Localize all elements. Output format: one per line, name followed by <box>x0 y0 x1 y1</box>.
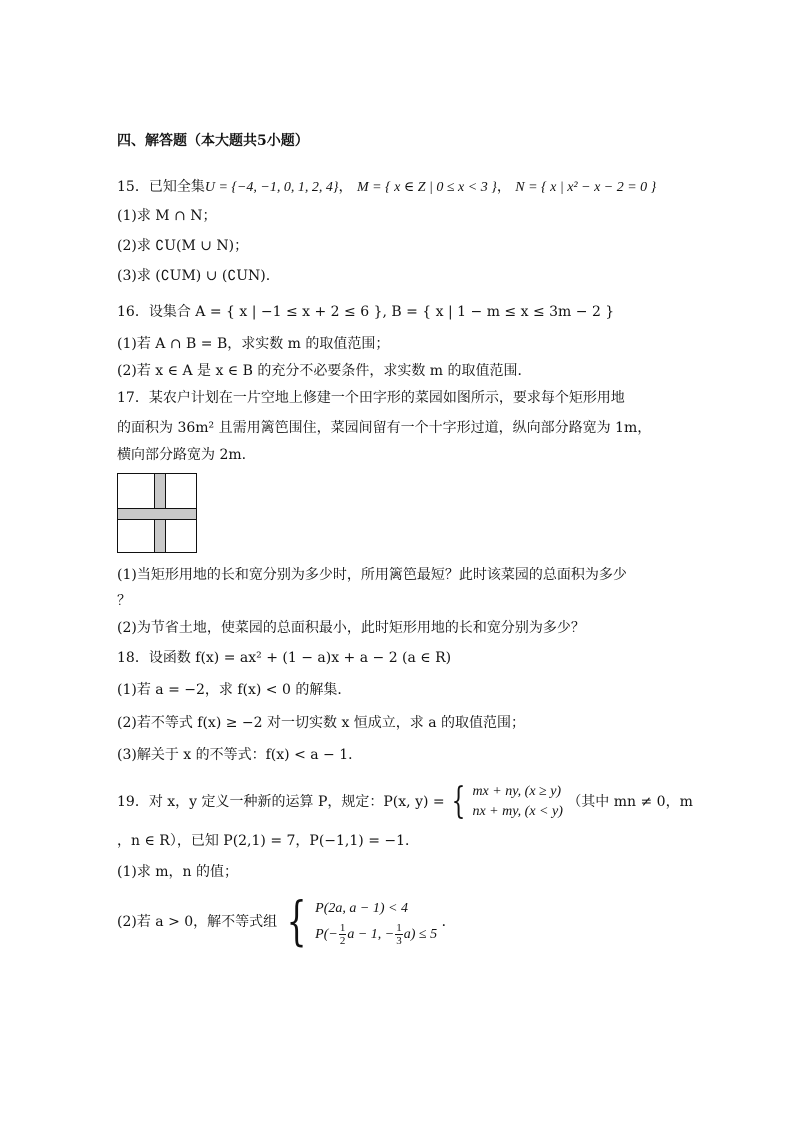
frac-num: 1 <box>396 922 402 935</box>
q17-line2: 的面积为 36m² 且需用篱笆围住，菜园间留有一个十字形过道，纵向部分路宽为 1m， <box>117 420 652 436</box>
end-mark: ． <box>441 914 456 930</box>
q15-stem-prefix: 15．已知全集 <box>117 179 205 195</box>
q19-stem <box>117 780 693 824</box>
separator: ， <box>496 179 511 195</box>
ineq2-mid: a − 1, − <box>347 927 395 942</box>
frac-den: 3 <box>396 935 402 948</box>
frac-den: 2 <box>339 935 346 948</box>
q15-stem <box>117 177 656 198</box>
q19-line2: ，n ∈ R），已知 P(2,1) = 7，P(−1,1) = −1． <box>117 833 420 849</box>
inequality-2 <box>315 922 437 948</box>
q19-part2 <box>117 894 456 950</box>
case-2: nx + my, (x < y) <box>472 804 563 819</box>
inequality-1: P(2a, a − 1) < 4 <box>315 901 408 916</box>
ineq2-pre: P(− <box>315 927 338 942</box>
garden-figure <box>117 473 197 553</box>
q15-part1: (1)求 M ∩ N； <box>117 208 217 224</box>
frac-num: 1 <box>339 922 346 935</box>
section-title: 四、解答题（本大题共5小题） <box>117 133 309 149</box>
q16-part1: (1)若 A ∩ B = B，求实数 m 的取值范围； <box>117 336 390 352</box>
path-crossing <box>155 509 165 519</box>
set-u: U = {−4, −1, 0, 1, 2, 4} <box>204 180 339 195</box>
case-1: mx + ny, (x ≥ y) <box>472 784 562 799</box>
set-n: N = { x | x² − x − 2 = 0 } <box>515 180 657 195</box>
q17-line1: 17．某农户计划在一片空地上修建一个田字形的菜园如图所示，要求每个矩形用地 <box>117 390 625 406</box>
inequality-system <box>315 896 437 948</box>
ineq2-post: a) ≤ 5 <box>403 927 438 942</box>
piecewise-cases <box>472 782 562 822</box>
set-m: M = { x ∈ Z | 0 ≤ x < 3 } <box>356 180 497 195</box>
q16-part2: (2)若 x ∈ A 是 x ∈ B 的充分不必要条件，求实数 m 的取值范围． <box>117 363 532 379</box>
q15-part3: (3)求 (∁UM) ∪ (∁UN). <box>117 268 271 284</box>
q18-part3: (3)解关于 x 的不等式：f(x) < a − 1． <box>117 747 363 763</box>
separator: ， <box>338 179 353 195</box>
q17-part1-cont: ？ <box>117 593 131 609</box>
q17-line3: 横向部分路宽为 2m. <box>117 447 247 463</box>
left-brace: { <box>286 892 307 952</box>
q18-part1: (1)若 a = −2，求 f(x) < 0 的解集． <box>117 682 352 698</box>
q19-part1: (1)求 m，n 的值； <box>117 864 239 880</box>
q15-part2: (2)求 ∁U(M ∪ N)； <box>117 238 249 254</box>
q19-stem-b: （其中 mn ≠ 0，m <box>567 794 693 810</box>
q16-stem: 16．设集合 A = { x | −1 ≤ x + 2 ≤ 6 }, B = { x | 1 − m ≤ x ≤ 3m − 2 } <box>117 304 615 320</box>
left-brace: { <box>451 781 466 822</box>
q18-part2: (2)若不等式 f(x) ≥ −2 对一切实数 x 恒成立，求 a 的取值范围； <box>117 715 526 731</box>
fraction-half <box>339 922 347 947</box>
q18-stem: 18．设函数 f(x) = ax² + (1 − a)x + a − 2 (a ∈ R) <box>117 650 452 666</box>
q19-stem-a: 19．对 x，y 定义一种新的运算 P，规定：P(x, y) = <box>117 794 445 810</box>
q17-part2: (2)为节省土地，使菜园的总面积最小，此时矩形用地的长和宽分别为多少？ <box>117 620 585 636</box>
fraction-third <box>395 922 403 947</box>
q19-part2-prefix: (2)若 a > 0，解不等式组 <box>117 914 278 930</box>
q17-part1: (1)当矩形用地的长和宽分别为多少时，所用篱笆最短？此时该菜园的总面积为多少 <box>117 567 627 583</box>
